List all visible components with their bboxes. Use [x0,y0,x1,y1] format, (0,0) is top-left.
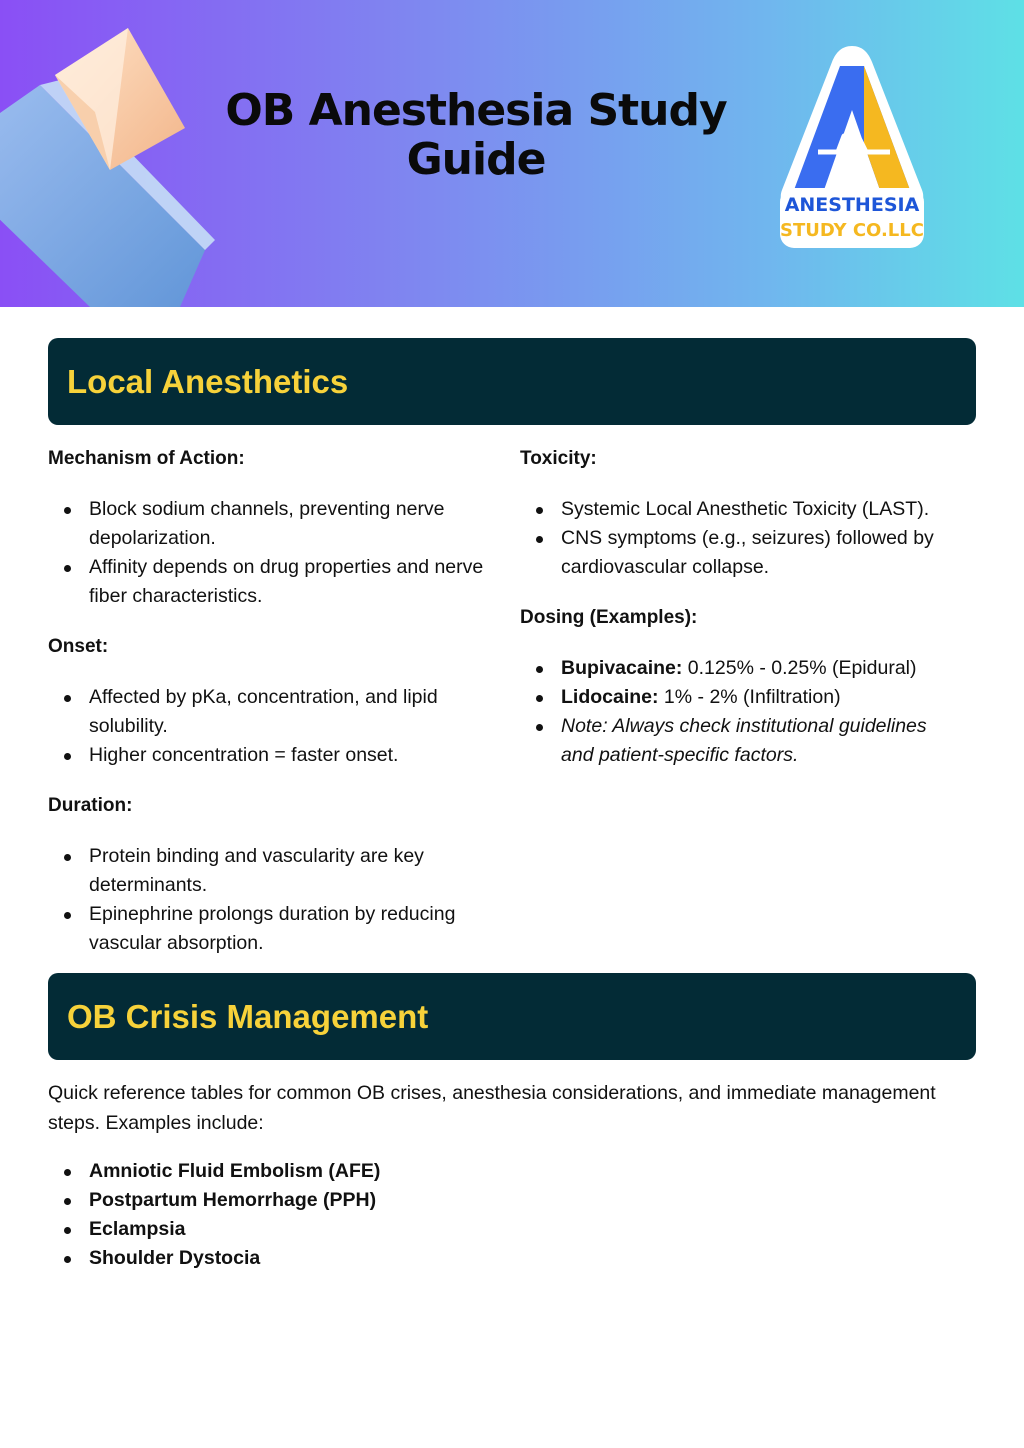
ob-crisis-heading: OB Crisis Management [67,998,429,1035]
dosing-item-bupivacaine [520,654,960,683]
list-item: Affected by pKa, concentration, and lipid solubility. [48,683,488,741]
ob-crisis-banner [48,973,976,1060]
list-item: Block sodium channels, preventing nerve depolarization. [48,495,488,553]
logo-text-anesthesia: ANESTHESIA [784,194,920,216]
drug-name: Lidocaine: [561,686,659,708]
document-title: OB Anesthesia Study Guide [225,85,727,185]
list-item: Affinity depends on drug properties and nerve fiber characteristics. [48,553,488,611]
drug-dose: 1% - 2% (Infiltration) [658,686,841,708]
right-column [520,447,960,794]
mechanism-list [48,495,488,611]
dosing-list [520,654,960,770]
list-item: Postpartum Hemorrhage (PPH) [48,1186,648,1215]
toxicity-list [520,495,960,582]
company-logo [772,40,932,255]
local-anesthetics-heading: Local Anesthetics [67,363,349,400]
list-item: Amniotic Fluid Embolism (AFE) [48,1157,648,1186]
drug-name: Bupivacaine: [561,657,683,679]
list-item: Eclampsia [48,1215,648,1244]
list-item: Shoulder Dystocia [48,1244,648,1273]
list-item: Systemic Local Anesthetic Toxicity (LAST). [520,495,960,524]
onset-list [48,683,488,770]
ob-crisis-list [48,1157,648,1273]
header-banner [0,0,1024,307]
dosing-note: Note: Always check institutional guidelines and patient-specific factors. [520,712,960,770]
dosing-item-lidocaine [520,683,960,712]
onset-label: Onset: [48,636,109,657]
dosing-label: Dosing (Examples): [520,607,698,628]
mechanism-label: Mechanism of Action: [48,448,245,469]
duration-list [48,842,488,958]
left-column [48,447,488,982]
toxicity-label: Toxicity: [520,448,597,469]
list-item: CNS symptoms (e.g., seizures) followed by cardiovascular collapse. [520,524,960,582]
duration-label: Duration: [48,795,133,816]
ob-crisis-intro: Quick reference tables for common OB crises, anesthesia considerations, and immediate management steps. Examples include: [48,1082,936,1134]
logo-text-study-co: STUDY CO.LLC [780,220,924,241]
local-anesthetics-banner [48,338,976,425]
list-item: Epinephrine prolongs duration by reducing vascular absorption. [48,900,488,958]
list-item: Higher concentration = faster onset. [48,741,488,770]
drug-dose: 0.125% - 0.25% (Epidural) [682,657,917,679]
list-item: Protein binding and vascularity are key determinants. [48,842,488,900]
